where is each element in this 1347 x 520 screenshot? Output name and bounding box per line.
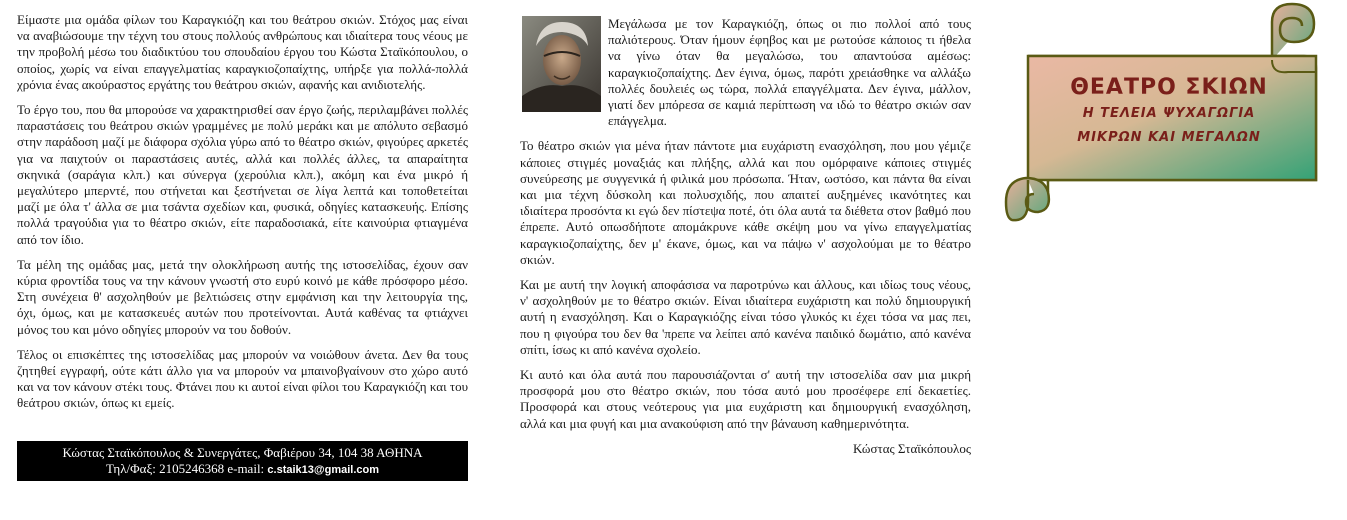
intro-column [17, 12, 468, 421]
contact-line [17, 461, 468, 478]
author-paragraph-2: Το θέατρο σκιών για μένα ήταν πάντοτε μια ευχάριστη ενασχόληση, που μου γέμιζε κάποιες στιγμές μοναξιάς και πλήξης, αλλά και που ομόρφαινε κάποιες στιγμές συνεύρεσης με συγγενικά ή φιλικά μου πρόσωπα. Ήταν, ωστόσο, και πάντα θα είναι και μια τέχνη δύσκολη και πολυσχιδής, που απαιτεί αυξημένες ικανότητες και ιδιαίτερα προσόντα κι εγώ δεν πίστεψα ποτέ, ότι όλα αυτά τα διέθετα στον βαθμό που έπρεπε. Αυτό οπωσδήποτε απομάκρυνε κάθε σκέψη μου να γίνω επαγγελματίας καραγκιοζοπαίχτης, δεν μ' έκανε, όμως, και να πάψω ν' ασχολούμαι με το θέατρο σκιών. [520, 138, 971, 267]
intro-paragraph-4: Τέλος οι επισκέπτες της ιστοσελίδας μας μπορούν να νοιώθουν άνετα. Δεν θα τους ζητηθεί εγγραφή, ούτε κάτι άλλο για να μπορούν να μπαινοβγαίνουν στο χώρο αυτό και να τον κάνουν στέκι τους. Φτάνει που κι αυτοί είναι φίλοι του Καραγκιόζη και του θεάτρου σκιών, όπως κι εμείς. [17, 346, 468, 411]
banner-text [1038, 74, 1300, 150]
author-paragraph-1: Μεγάλωσα με τον Καραγκιόζη, όπως οι πιο πολλοί από τους παλιότερους. Όταν ήμουν έφηβος και με ρωτούσε κάποιος τι ήθελα να γίνω όταν θα μεγαλώσω, του απαντούσα αμέσως: καραγκιοζοπαίχτης. Δεν έγινα, όμως, παρότι χρειάσθηκε να αλλάξω πολλές δουλειές ως τώρα, πολλά επαγγέλματα. Δεν έγινα, μάλλον, γιατί δεν μπόρεσα σε καμιά περίπτωση να ιδώ το θέατρο σκιών σαν επάγγελμα. [608, 16, 971, 129]
banner-subtitle-line-1: Η ΤΕΛΕΙΑ ΨΥΧΑΓΩΓΙΑ [1082, 106, 1256, 121]
banner-title: ΘΕΑΤΡΟ ΣΚΙΩΝ [1070, 75, 1268, 100]
contact-phone: Τηλ/Φαξ: 2105246368 e-mail: [105, 461, 265, 476]
contact-footer [17, 441, 468, 481]
intro-paragraph-2: Το έργο του, που θα μπορούσε να χαρακτηρισθεί σαν έργο ζωής, περιλαμβάνει πολλές παραστάσεις του θεάτρου σκιών γραμμένες με πολύ μεράκι και με απόλυτο σεβασμό στην παράδοση μαζί με διάφορα σχόλια γύρω από το θέατρο σκιών, φιγούρες αρκετές για να παιχτούν οι παραστάσεις αυτές, αλλά και πολλές άλλες, τα απαραίτητα σκηνικά (σαράγια κλπ.) και σύνεργα (χερούλια κλπ.), ακόμη και ένα μικρό ή μεγαλύτερο μπερντέ, που στήνεται και ξεστήνεται σε λίγα λεπτά και τοποθετείται μαζί με όλα τ' άλλα σε μια τσάντα σχεδίων και, φυσικά, οδηγίες κατασκευής. Επίσης πολλά τραγούδια για το θέατρο σκιών, είτε παραδοσιακά, είτε καινούρια φτιαγμένα από τον ίδιο. [17, 102, 468, 247]
banner-subtitle-line-2: ΜΙΚΡΩΝ ΚΑΙ ΜΕΓΑΛΩΝ [1077, 130, 1261, 145]
intro-paragraph-1: Είμαστε μια ομάδα φίλων του Καραγκιόζη και του θεάτρου σκιών. Στόχος μας είναι να αναβιώσουμε την τέχνη του στους πολλούς ανθρώπους και ιδιαίτερα τους νέους με την προβολή μέσω του διαδικτύου του σπουδαίου έργου του Κώστα Σταϊκόπουλου, ο οποίος, χωρίς να είναι επαγγελματίας καραγκιοζοπαίχτης, υπήρξε για πολλά-πολλά χρόνια ένας ακούραστος εργάτης του θεάτρου σκιών, αφανής και ανιδιοτελής. [17, 12, 468, 92]
title-scroll-banner [1004, 2, 1326, 224]
author-column [520, 16, 971, 457]
contact-email-link[interactable]: c.staik13@gmail.com [267, 464, 380, 476]
author-paragraph-3: Και με αυτή την λογική αποφάσισα να παροτρύνω και άλλους, και ιδίως τους νέους, ν' ασχοληθούν με το θέατρο σκιών. Είναι ιδιαίτερα ευχάριστη και πολύ δημιουργική αυτή η ενασχόληση. Και ο Καραγκιόζης είναι τόσο γλυκός κι έχει τόσα να μας πει, που η φιγούρα του δεν θα 'πρεπε να λείπει από κανένα παιδικό δωμάτιο, από κανένα σπίτι, ίσως κι από κανένα σχολείο. [520, 277, 971, 357]
contact-address: Κώστας Σταϊκόπουλος & Συνεργάτες, Φαβιέρου 34, 104 38 ΑΘΗΝΑ [62, 445, 423, 460]
author-photo [522, 16, 601, 112]
author-signature: Κώστας Σταϊκόπουλος [853, 440, 971, 456]
author-paragraph-4: Κι αυτό και όλα αυτά που παρουσιάζονται σ' αυτή την ιστοσελίδα σαν μια μικρή προσφορά μου στο θέατρο σκιών, που τόσα αυτό μου προσέφερε επί δεκαετίες. Προσφορά και στους νεότερους για μια ευχάριστη και δημιουργική ενασχόληση, αλλά και μια φυγή και μια ανακούφιση από την βάναυση καθημερινότητα. [520, 367, 971, 431]
intro-paragraph-3: Τα μέλη της ομάδας μας, μετά την ολοκλήρωση αυτής της ιστοσελίδας, έχουν σαν κύρια φροντίδα τους να την κάνουν γνωστή στο ευρύ κοινό με κάθε πρόσφορο μέσο. Στη συνέχεια θ' ασχοληθούν με βελτιώσεις στην εμφάνιση και την λειτουργία της, όχι, όμως, και με κατασκευές αυτών που προτείνονται. Αυτά καθένας τα φτιάχνει μόνος του και μόνο οδηγίες μπορούν να του δοθούν. [17, 256, 468, 337]
